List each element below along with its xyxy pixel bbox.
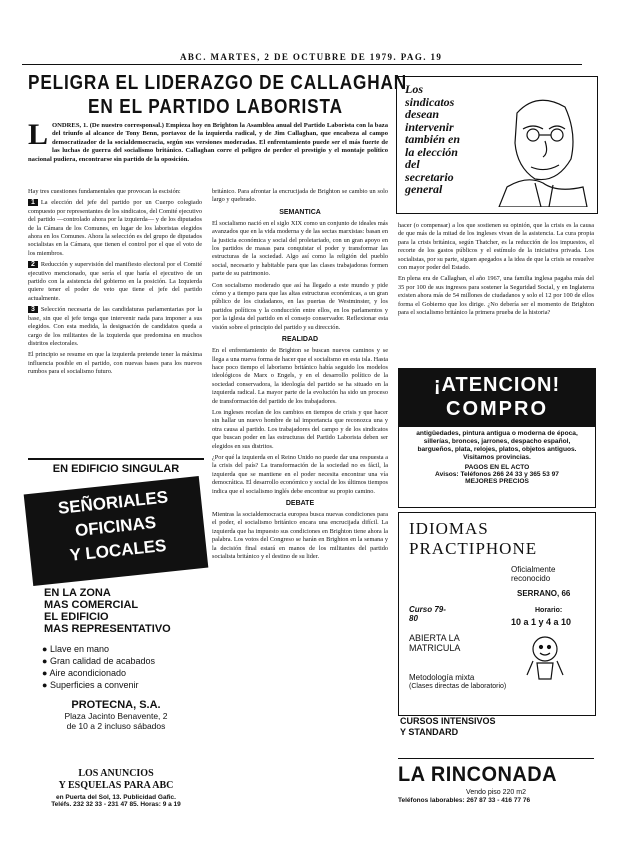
lead-paragraph bbox=[28, 118, 388, 164]
list-item: ● Llave en mano bbox=[42, 644, 109, 654]
headline-line1: PELIGRA EL LIDERAZGO DE CALLAGHAN bbox=[28, 72, 408, 94]
col1-intro: Hay tres cuestiones fundamentales que provocan la escisión: bbox=[28, 188, 181, 195]
lead-text: ONDRES, 1. (De nuestro corresponsal.) Empieza hoy en Brighton la Asamblea anual del Partido Laborista con la baza del triunfo al alcance de Tony Benn, portavoz de la izquierda radical, y de Jim Callaghan, que encabeza al campo democratizador de la socialdemocracia, según sus versiones moderadas. El enfrentamiento puede ser el más fuerte de las luchas de guerra del socialismo británico. Callaghan corre el peligro de perder el prestigio y el montaje político nacional pudiera, encontrarse sin partido de la oposición. bbox=[28, 122, 388, 163]
portrait-illustration bbox=[487, 83, 591, 207]
ad-atencion-header: ¡ATENCION! COMPRO bbox=[399, 369, 595, 427]
ad-edificio-hours: de 10 a 2 incluso sábados bbox=[66, 721, 166, 731]
ad-edificio-address: Plaza Jacinto Benavente, 2 bbox=[64, 711, 168, 721]
section-realidad: REALIDAD bbox=[281, 336, 319, 344]
headline-line2: EN EL PARTIDO LABORISTA bbox=[88, 96, 343, 118]
ad-edificio-top: EN EDIFICIO SINGULAR bbox=[28, 458, 204, 475]
col1-item: 2 Reducción y supervisión del manifiesto electoral por el Comité ejecutivo mencionado, que sería el que haría el ejecutivo de un partido con la asistencia del gobierno en la posición. La Izquierda quiere tener el poder de veto que tiene el jefe del partido actualmente. bbox=[28, 261, 202, 302]
ad-edificio-zona: EN LA ZONA MAS COMERCIAL EL EDIFICIO MAS REPRESENTATIVO bbox=[44, 587, 171, 635]
ad-idiomas-cursos: CURSOS INTENSIVOS Y STANDARD bbox=[400, 716, 496, 737]
ad-edificio-banner: SEÑORIALES OFICINAS Y LOCALES bbox=[24, 476, 209, 586]
list-item: ● Aire acondicionado bbox=[42, 668, 127, 678]
ad-edificio bbox=[28, 458, 204, 756]
section-debate: DEBATE bbox=[285, 500, 315, 507]
mascot-illustration bbox=[519, 631, 571, 681]
col1-text bbox=[28, 188, 202, 377]
masthead: ABC. MARTES, 2 DE OCTUBRE DE 1979. PAG. 19 bbox=[180, 52, 443, 62]
ad-idiomas: IDIOMAS PRACTIPHONE Oficialmente reconocido SERRANO, 66 Horario: 10 a 1 y 4 a 10 Curso 79-80 ABIERTA LA MATRICULA Metodología mixta (Clases directas de laboratorio) bbox=[398, 512, 596, 716]
sidebar-box bbox=[396, 76, 598, 214]
col2-text: británico. Para afrontar la encrucijada de Brighton se cambio un solo largo y quebrado. SEMANTICA El socialismo nació en el siglo XIX como un conjunto de ideales más avanzados que en la vida moderna y de las sectas marxistas: basan en la justicia económica y social del proletariado, con un gran apoyo en los partidos de masas para conquistar el poder y transformar las estructuras de la sociedad. Algo así como la religión del pueblo social, necesario y habitable para que las clases trabajadoras formen parte de su patrimonio. Con socialismo moderado que así ha llegado a este mundo y pide cómo y a tiempo para que las altas estructuras económicas, a un gran público de los ciudadanos, en las puertas de Westminster, y los partidos políticos y la conducción entre ellos, en los parlamentos y por la iglesia del partido en el consejo conservador. Reflexionar esta visión sobre el principio del partido y su dirección. REALIDAD En el enfrentamiento de Brighton se buscan nuevos caminos y se llega a una nueva forma de hacer que el socialismo en esta isla. Hasta hace poco tiempo el laborismo británico había seguido los modelos ideológicos de Marx o Engels, y en el desarrollo político de la sociedad conservadora, la ideología del partido se ha situado en la izquierda radical. La mayor parte de la evolución ha sido un proceso de transformación del partido de los trabajadores. Los ingleses recelan de los cambios en tiempos de crisis y que hacer sin hallar un nuevo hombre de tal importancia que reconozca una y otra causa al partido. Los trabajadores del campo y de los sindicatos que buscan poder en las estructuras del Partido Laborista deben ser elegidos en sus distritos. ¿Por qué la izquierda en el Reino Unido no puede dar una respuesta a la crisis del país? La transformación de la sociedad no es fácil, la izquierda que se mantiene en el poder necesita encontrar una vía democrática. El desarrollo económico y social de los últimos tiempos indica que el socialismo inglés debe encontrar su propio camino. DEBATE Mientras la socialdemocracia europea busca nuevas condiciones para el poder, el socialismo británico encara una encrucijada difícil. La izquierda que ha impuesto sus condiciones en Brighton tiene ahora la palabra. Los votos del Congreso se harán en Brighton en la semana y la decisión final estará en manos de los militantes del partido socialista británico y el destino de su lider. bbox=[212, 188, 388, 561]
col3-text: hacer (o compensar) a los que sostienen su opinión, que la crisis es la causa de que más de la mitad de los ingleses vivan de la asistencia. La cura propia para la crisis británica, según Thatcher, es la reducción de los impuestos, el recorte de los gastos públicos y el estímulo de la iniciativa privada. Los socialistas, por su parte, siguen apegados a la idea de que la crisis se resuelve con mayor poder del Estado. En plena era de Callaghan, el año 1967, una familia inglesa pagaba más del 35 por 100 de sus ingresos para sostener la Seguridad Social, y en Inglaterra existen ahora más de 54 millones de ciudadanos y solo el 12 por 100 de ellos forma el Gobierno que los dirige. ¿No debería ser el momento de Brighton para el socialismo británico la primera prueba de la historia? bbox=[398, 222, 594, 317]
list-item: ● Superficies a convenir bbox=[42, 680, 139, 690]
col1-item: 3 Selección necesaria de las candidaturas parlamentarias por la base, sin que el jefe tenga que intervenir nada para imponer a sus elegidos. Con esta medida, la designación de candidatos queda a cargo de los militantes de la izquierda que predomina en muchos distritos electorales. bbox=[28, 306, 202, 347]
ad-edificio-company: PROTECNA, S.A. bbox=[71, 699, 161, 711]
ad-rinconada: LA RINCONADA Vendo piso 220 m2 Teléfonos laborables: 267 87 33 - 416 77 76 bbox=[398, 758, 594, 804]
col1-item: 1 La elección del jefe del partido por un Cuerpo colegiado compuesto por representantes de los sindicatos, del Comité ejecutivo del partido —controlado ahora por la izquierda— y de los diputados de la Cámara de los Comunes, en lugar de los laboristas elegidos ahora en los Comunes. Ahora la selección es del grupo de diputados socialistas en la Cámara, que tienen el control por el que el voto de los miembros. bbox=[28, 199, 202, 257]
ad-edificio-bullets bbox=[28, 643, 204, 691]
ad-atencion: ¡ATENCION! COMPRO antigüedades, pintura antigua o moderna de época, sillerías, bronces, jarrones, despacho español, bargueños, plata, relojes, platos, objetos antiguos. Visitamos provincias. PAGOS EN EL ACTO Avisos: Teléfonos 266 24 33 y 365 53 97 MEJORES PRECIOS bbox=[398, 368, 596, 508]
lead-dropcap: L bbox=[28, 118, 49, 151]
section-semantica: SEMANTICA bbox=[279, 208, 321, 216]
ad-anuncios: LOS ANUNCIOS Y ESQUELAS PARA ABC en Puerta del Sol, 13. Publicidad Gafic. Teléfs. 232 32 33 - 231 47 85. Horas: 9 a 19 bbox=[51, 768, 181, 808]
sidebar-headline: Los sindicatos desean intervenir también en la elección del secretario general bbox=[405, 82, 461, 196]
list-item: ● Gran calidad de acabados bbox=[42, 656, 156, 666]
ad-atencion-body: antigüedades, pintura antigua o moderna de época, sillerías, bronces, jarrones, despacho español, bargueños, plata, relojes, platos, objetos antiguos. Visitamos provincias. bbox=[416, 430, 578, 461]
masthead-rule bbox=[22, 64, 582, 65]
col1-outro: El principio se resume en que la izquierda pretende tener la máxima influencia posible en el partido, con nuevas bases para los nuevos rumbos para el socialismo futuro. bbox=[28, 351, 202, 376]
